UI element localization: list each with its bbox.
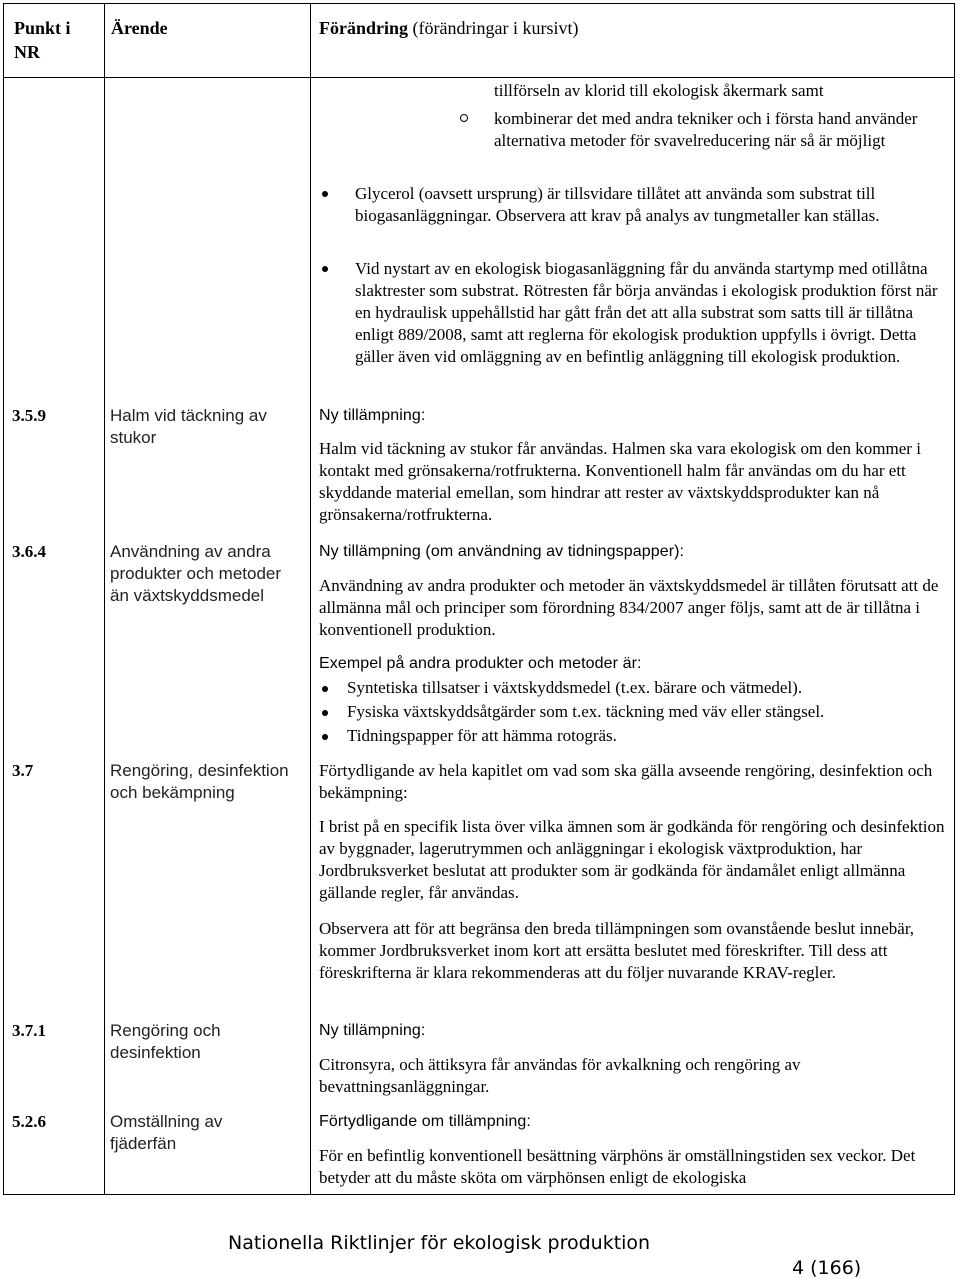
topic: Rengöring, desinfektion och bekämpning	[110, 761, 289, 802]
point-number: 5.2.6	[12, 1112, 46, 1131]
change-text: Citronsyra, och ättiksyra får användas för avkalkning och rengöring av bevattningsanläggningar.	[319, 1055, 801, 1096]
point-number: 3.7	[12, 761, 34, 780]
example-item: Syntetiska tillsatser i växtskyddsmedel (t.ex. bärare och vätmedel).	[347, 678, 803, 697]
change-text: För en befintlig konventionell besättning värphöns är omställningstiden sex veckor. Det betyder att du måste sköta om värphönsen enligt de ekologiska	[319, 1146, 916, 1187]
bullet-icon	[322, 266, 328, 272]
header-divider	[4, 77, 954, 78]
point-number: 3.6.4	[12, 542, 46, 561]
point-number: 3.5.9	[12, 406, 46, 425]
bullet-icon	[322, 734, 328, 740]
change-heading: Ny tillämpning (om användning av tidningspapper):	[319, 543, 685, 560]
footer-title: Nationella Riktlinjer för ekologisk produktion	[228, 1232, 651, 1254]
header-col-change: Förändring (förändringar i kursivt)	[319, 18, 579, 38]
bullet-icon	[322, 686, 328, 692]
example-item: Fysiska växtskyddsåtgärder som t.ex. täckning med väv eller stängsel.	[347, 702, 825, 721]
bullet-icon	[322, 710, 328, 716]
topic: Rengöring och desinfektion	[110, 1021, 221, 1062]
example-item: Tidningspapper för att hämma rotogräs.	[347, 726, 617, 745]
change-text: I brist på en specifik lista över vilka ämnen som är godkända för rengöring och desinfektion av byggnader, lagerutrymmen och anläggningar i ekologisk växtproduktion, har Jordbruksverket beslutat att produkter som är godkända för ändamålet enligt allmänna gällande regler, får användas.	[319, 817, 945, 902]
header-col-point: Punkt i NR	[14, 18, 71, 62]
examples-intro: Exempel på andra produkter och metoder är:	[319, 655, 642, 672]
column-divider	[310, 4, 311, 1194]
bullet-text: Glycerol (oavsett ursprung) är tillsvidare tillåtet att använda som substrat till biogasanläggningar. Observera att krav på analys av tungmetaller kan ställas.	[355, 184, 880, 225]
circle-bullet-icon	[460, 114, 468, 122]
topic: Användning av andra produkter och metoder än växtskyddsmedel	[110, 542, 282, 605]
change-text: Halm vid täckning av stukor får användas. Halmen ska vara ekologisk om den kommer i kontakt med grönsakerna/rotfrukterna. Konventionell halm får användas om du har ett skyddande material emellan, som hindrar att rester av växtskyddsprodukter kan nå grönsakerna/rotfrukterna.	[319, 439, 921, 524]
change-text-2: Observera att för att begränsa den breda tillämpningen som ovanstående beslut innebär, kommer Jordbruksverket inom kort att ersätta beslutet med föreskrifter. Till dess att föreskrifterna är klara rekommenderas att du följer nuvarande KRAV-regler.	[319, 919, 915, 982]
bullet-text: Vid nystart av en ekologisk biogasanläggning får du använda startymp med otillåtna slaktrester som substrat. Rötresten får börja användas i ekologisk produktion först när en hydraulisk uppehållstid har gått från det att alla substrat som satts till är tillåtna enligt 889/2008, samt att reglerna för ekologisk produktion uppfylls i övrigt. Detta gäller även vid omläggning av en befintlig anläggning till ekologisk produktion.	[355, 259, 938, 366]
change-heading: Ny tillämpning:	[319, 407, 426, 424]
topic: Omställning av fjäderfän	[110, 1112, 223, 1153]
change-heading: Förtydligande av hela kapitlet om vad som ska gälla avseende rengöring, desinfektion och bekämpning:	[319, 761, 933, 802]
column-divider	[104, 4, 105, 1194]
topic: Halm vid täckning av stukor	[110, 406, 267, 447]
point-number: 3.7.1	[12, 1021, 46, 1040]
change-heading: Förtydligande om tillämpning:	[319, 1113, 531, 1130]
change-heading: Ny tillämpning:	[319, 1022, 426, 1039]
bullet-icon	[322, 191, 328, 197]
change-text: Användning av andra produkter och metoder än växtskyddsmedel är tillåten förutsatt att de allmänna mål och principer som förordning 834/2007 anger följs, samt att de är tillåtna i konventionell produktion.	[319, 576, 939, 639]
header-col-matter: Ärende	[111, 18, 168, 38]
sub-line: tillförseln av klorid till ekologisk åkermark samt	[494, 81, 824, 100]
page-number: 4 (166)	[792, 1257, 862, 1279]
sub-item: kombinerar det med andra tekniker och i första hand använder alternativa metoder för svavelreducering när så är möjligt	[494, 109, 918, 150]
